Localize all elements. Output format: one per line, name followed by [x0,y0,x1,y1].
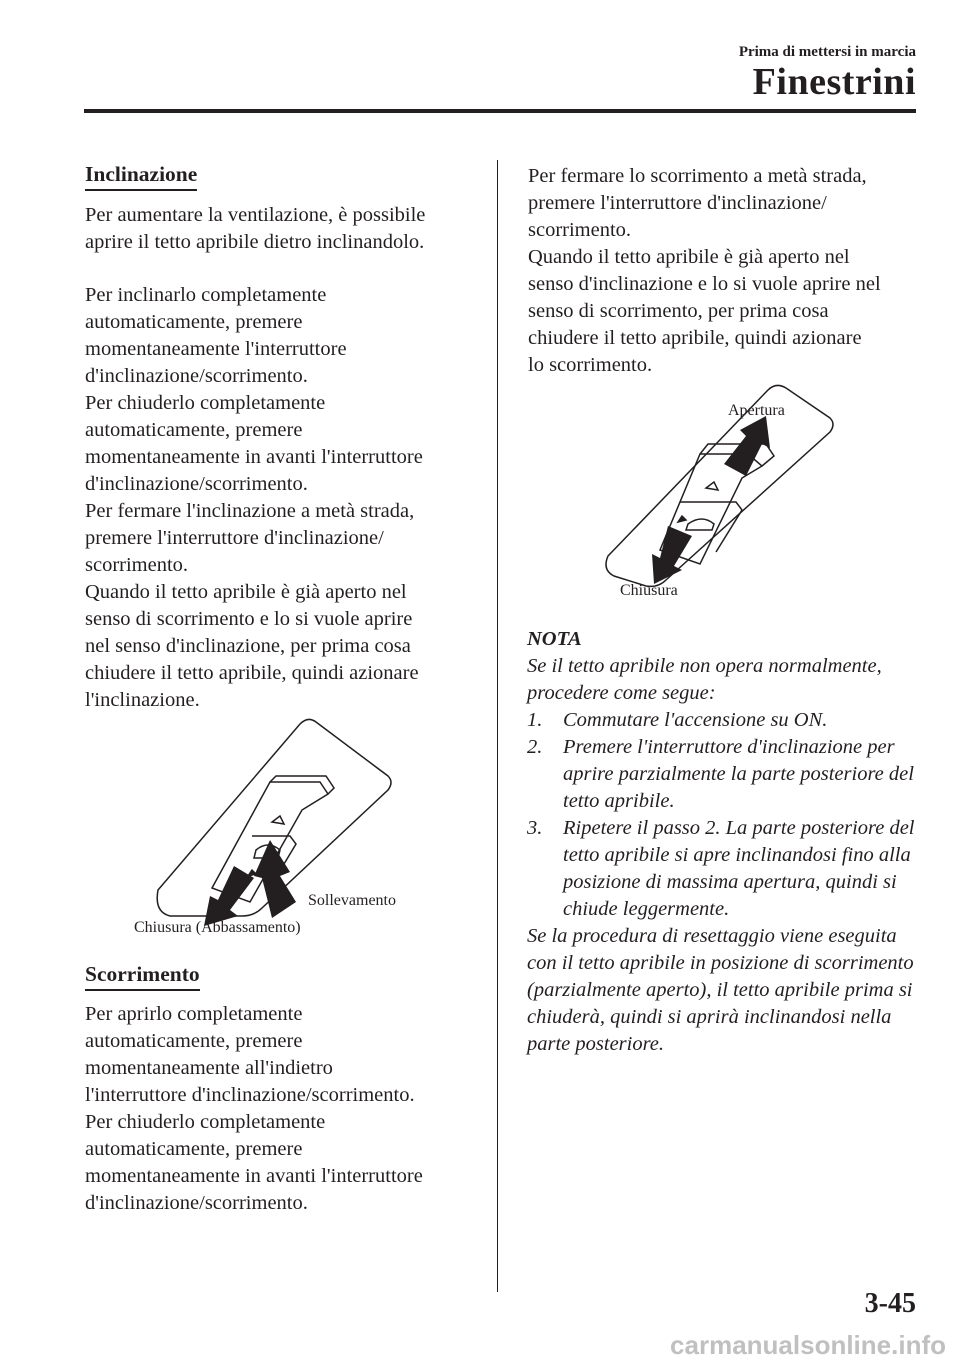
paragraph-scorrimento: Per aprirlo completamente automaticamente, premere momentaneamente all'indietro l'interruttore d'inclinazione/scorrimento. Per chiuderlo completamente automaticamente, premere momentaneamente in avanti l'interruttore d'inclinazione/scorrimento. [85,1003,423,1214]
arrow-up-open-icon [724,416,770,476]
note-intro: Se il tetto apribile non opera normalmente, procedere come segue: [527,655,882,704]
column-divider [497,160,498,1292]
header-section: Prima di mettersi in marcia [738,44,916,60]
note-title: NOTA [527,628,582,650]
watermark: carmanualsonline.info [670,1330,946,1360]
paragraph-inclinazione-intro: Per aumentare la ventilazione, è possibile aprire il tetto apribile dietro inclinandolo. [85,204,426,253]
label-sollevamento: Sollevamento [308,892,396,909]
page-number: 3-45 [864,1288,916,1319]
paragraph-scorrimento-continued: Per fermare lo scorrimento a metà strada, premere l'interruttore d'inclinazione/ scorrimento. Quando il tetto apribile è già aperto nel senso d'inclinazione e lo si vuole aprire nel senso di scorrimento, per prima cosa chiudere il tetto apribile, quindi azionare lo scorrimento. [528,165,881,376]
note-outro: Se la procedura di resettaggio viene eseguita con il tetto apribile in posizione di scorrimento (parzialmente aperto), il tetto apribile prima si chiuderà, quindi si aprirà inclinandosi nella parte posteriore. [527,925,914,1055]
note-box [527,626,919,1058]
slide-switch-figure [596,380,846,600]
heading-inclinazione: Inclinazione [85,162,197,191]
label-chiusura: Chiusura [620,582,678,599]
tilt-switch-figure [130,712,430,938]
note-step: 2. Premere l'interruttore d'inclinazione per aprire parzialmente la parte posteriore del tetto apribile. [527,736,914,812]
label-apertura: Apertura [728,402,785,419]
heading-scorrimento: Scorrimento [85,962,200,991]
note-step: 3. Ripetere il passo 2. La parte posteriore del tetto apribile si apre inclinandosi fino alla posizione di massima apertura, quindi si chiude leggermente. [527,817,915,920]
header-rule [84,109,916,113]
arrow-down-close-icon [204,866,254,926]
paragraph-inclinazione-steps: Per inclinarlo completamente automaticamente, premere momentaneamente l'interruttore d'inclinazione/scorrimento. Per chiuderlo completamente automaticamente, premere momentaneamente in avanti l'interruttore d'inclinazione/scorrimento. Per fermare l'inclinazione a metà strada, premere l'interruttore d'inclinazione/ scorrimento. Quando il tetto apribile è già aperto nel senso di scorrimento e lo si vuole aprire nel senso d'inclinazione, per prima cosa chiudere il tetto apribile, quindi azionare l'inclinazione. [85,284,423,711]
switch-panel-outline [606,385,833,586]
label-chiusura-abbassamento: Chiusura (Abbassamento) [134,919,301,936]
arrow-up-raise-icon [254,840,296,918]
note-steps [527,707,919,923]
page-title: Finestrini [752,61,916,103]
note-step: 1. Commutare l'accensione su ON. [527,709,828,731]
